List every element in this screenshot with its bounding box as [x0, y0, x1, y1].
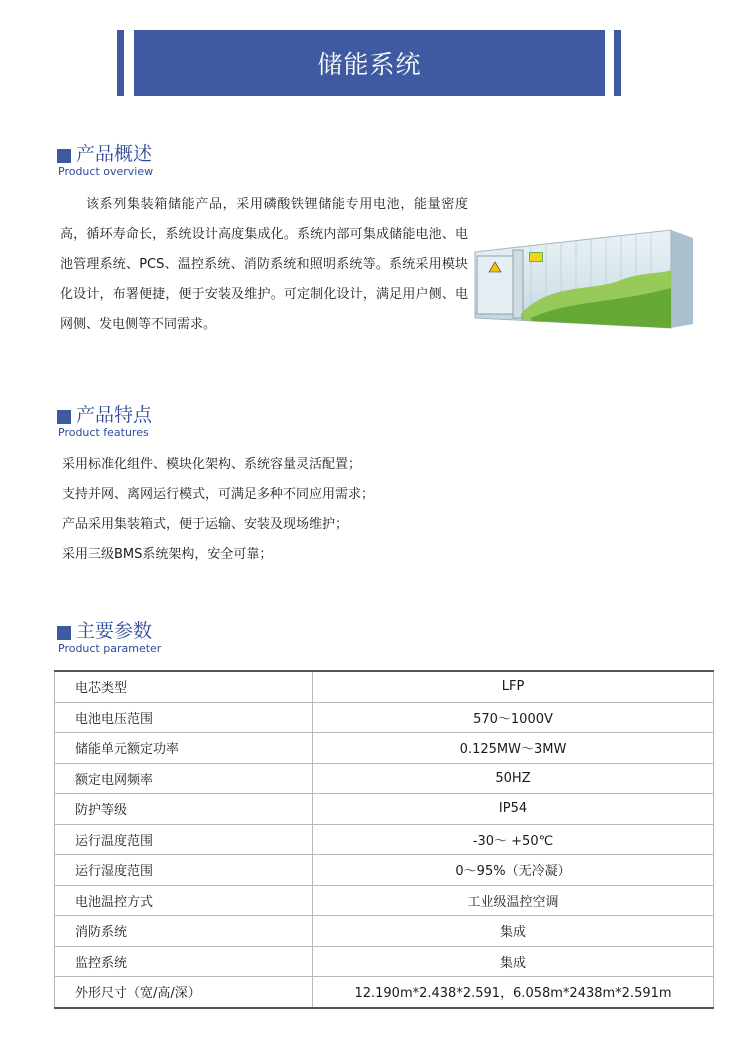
overview-title: 产品概述 [76, 143, 153, 165]
energy-storage-container-image [471, 222, 693, 332]
param-key: 电池电压范围 [55, 702, 313, 733]
param-value: 0～95%（无冷凝） [313, 855, 714, 886]
table-row [55, 977, 714, 1008]
section-square-icon [57, 410, 71, 424]
features-list [62, 450, 374, 570]
table-row [55, 794, 714, 825]
param-key: 储能单元额定功率 [55, 733, 313, 764]
param-key: 消防系统 [55, 916, 313, 947]
param-key: 电芯类型 [55, 671, 313, 702]
table-row [55, 671, 714, 702]
overview-subtitle: Product overview [58, 165, 154, 178]
overview-paragraph [60, 190, 468, 340]
param-key: 额定电网频率 [55, 763, 313, 794]
param-key: 防护等级 [55, 794, 313, 825]
feature-item: 产品采用集装箱式，便于运输、安装及现场维护； [62, 517, 349, 532]
feature-item: 采用标准化组件、模块化架构、系统容量灵活配置； [62, 457, 362, 472]
feature-item: 支持并网、离网运行模式，可满足多种不同应用需求； [62, 487, 375, 502]
section-square-icon [57, 626, 71, 640]
table-row [55, 824, 714, 855]
overview-text: 该系列集装箱储能产品，采用磷酸铁锂储能专用电池，能量密度高，循环寿命长，系统设计高度集成化。系统内部可集成储能电池、电池管理系统、PCS、温控系统、消防系统和照明系统等。系统采用模块化设计，布署便捷，便于安装及维护。可定制化设计，满足用户侧、电网侧、发电侧等不同需求。 [60, 197, 468, 332]
table-row [55, 855, 714, 886]
table-row [55, 733, 714, 764]
table-row [55, 885, 714, 916]
param-value: 工业级温控空调 [313, 885, 714, 916]
param-value: LFP [313, 671, 714, 702]
banner-left-bar [117, 30, 124, 96]
param-key: 运行湿度范围 [55, 855, 313, 886]
param-value: 集成 [313, 916, 714, 947]
table-row [55, 946, 714, 977]
param-value: -30～ +50℃ [313, 824, 714, 855]
parameters-table [54, 670, 714, 1009]
features-heading [57, 404, 152, 440]
param-value: 12.190m*2.438*2.591，6.058m*2438m*2.591m [313, 977, 714, 1008]
param-key: 运行温度范围 [55, 824, 313, 855]
features-subtitle: Product features [58, 426, 149, 439]
param-key: 外形尺寸（宽/高/深） [55, 977, 313, 1008]
parameters-subtitle: Product parameter [58, 642, 162, 655]
page-title: 储能系统 [317, 50, 422, 79]
param-value: 50HZ [313, 763, 714, 794]
parameters-heading [57, 620, 161, 656]
overview-heading [57, 143, 153, 179]
param-value: 0.125MW～3MW [313, 733, 714, 764]
param-value: IP54 [313, 794, 714, 825]
param-key: 电池温控方式 [55, 885, 313, 916]
banner-right-bar [614, 30, 621, 96]
section-square-icon [57, 149, 71, 163]
param-value: 集成 [313, 946, 714, 977]
param-key: 监控系统 [55, 946, 313, 977]
parameters-title: 主要参数 [76, 620, 153, 642]
table-row [55, 763, 714, 794]
param-value: 570～1000V [313, 702, 714, 733]
table-row [55, 702, 714, 733]
page-title-banner [134, 30, 605, 96]
feature-item: 采用三级BMS系统架构，安全可靠； [62, 547, 273, 562]
features-title: 产品特点 [76, 404, 153, 426]
table-row [55, 916, 714, 947]
